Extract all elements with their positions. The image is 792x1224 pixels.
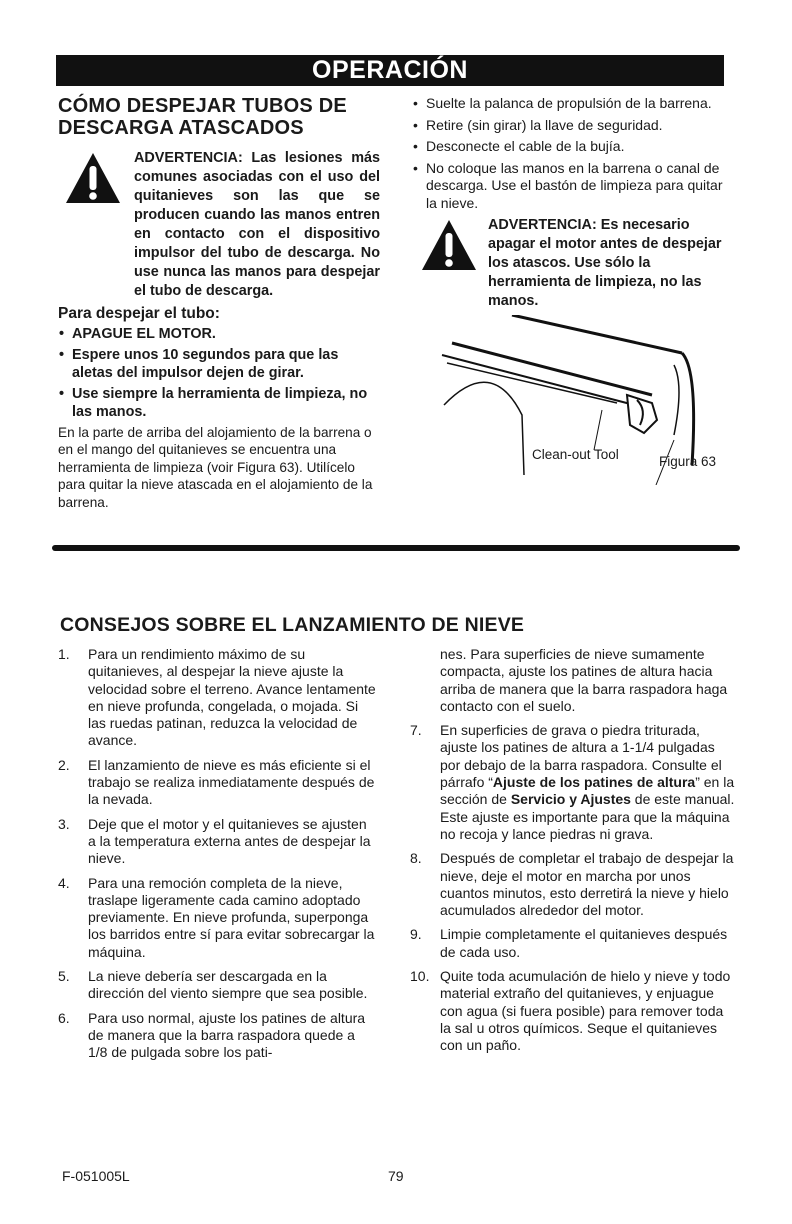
warning-triangle-icon	[64, 151, 122, 205]
right-column	[412, 95, 732, 485]
list-item: • Espere unos 10 segundos para que las aletas del impulsor dejen de girar.	[58, 346, 380, 383]
paragraph: En la parte de arriba del alojamiento de la barrena o en el mango del quitanieves se encuentra una herramienta de limpieza (voir Figura 63). Utilícelo para quitar la nieve atascada en el alojamiento de la barrena.	[58, 424, 373, 510]
text-run: de este manual. Este ajuste es importante para que la máquina no recoja y lance piedras ni grava.	[440, 791, 735, 842]
list-item	[58, 816, 376, 868]
tips-section-title: CONSEJOS SOBRE EL LANZAMIENTO DE NIEVE	[60, 614, 525, 636]
list-item	[410, 968, 735, 1054]
item-number: 10.	[410, 968, 430, 985]
list-item: • Suelte la palanca de propulsión de la barrena.	[412, 95, 732, 113]
list-item	[58, 757, 376, 809]
item-text	[440, 722, 734, 842]
list-item: • Desconecte el cable de la bujía.	[412, 138, 732, 156]
list-item	[58, 646, 376, 750]
section-title-line-2: DESCARGA ATASCADOS	[58, 117, 304, 139]
item-text: Para un rendimiento máximo de su quitanieves, al despejar la nieve ajuste la velocidad sobre el terreno. Avance lentamente en nieve profunda, congelada, o mojada. Si las ruedas patinan, reduzca la velocidad de avance.	[88, 646, 376, 749]
item-number: 3.	[58, 815, 70, 832]
figure-63	[412, 315, 732, 485]
tips-list-right	[410, 646, 735, 1062]
item-text: La nieve debería ser descargada en la dirección del viento siempre que sea posible.	[88, 968, 368, 1002]
figure-caption: Figura 63	[659, 454, 717, 469]
warning-text: ADVERTENCIA: Las lesiones más comunes asociadas con el uso del quitanieves son las que se producen cuando las manos entren en contacto con el dispositivo impulsor del tubo de descarga. No use nunca las manos para despejar el tubo de descarga.	[134, 150, 380, 299]
list-item: • Use siempre la herramienta de limpieza, no las manos.	[58, 385, 380, 422]
item-text: nes. Para superficies de nieve sumamente compacta, ajuste los patines de altura hacia arriba de manera que la barra raspadora haga contacto con el suelo.	[440, 646, 728, 714]
text-run: ” en la sección de	[440, 774, 735, 808]
bold-text: Ajuste de los patines de altura	[492, 774, 696, 791]
item-number: 7.	[410, 722, 422, 739]
section-header: OPERACIÓN	[56, 55, 724, 86]
item-number: 6.	[58, 1009, 70, 1026]
item-text: Después de completar el trabajo de despejar la nieve, deje el motor en marcha por unos cuantos minutos, esto derretirá la nieve y hielo acumulados alrededor del motor.	[440, 850, 734, 919]
list-item: • Retire (sin girar) la llave de seguridad.	[412, 117, 732, 135]
bold-text: Servicio y Ajustes	[510, 791, 631, 808]
list-item	[410, 722, 735, 843]
right-bullet-list	[412, 95, 732, 212]
list-item	[58, 875, 376, 961]
text-run: En superficies de grava o piedra triturada, ajuste los patines de altura a 1-1/4 pulgadas por debajo de la barra raspadora. Consulte el párrafo “	[440, 722, 722, 791]
item-number: 2.	[58, 756, 70, 773]
item-number: 9.	[410, 926, 422, 943]
list-item-continuation	[410, 646, 735, 715]
list-item	[410, 926, 735, 961]
item-text: El lanzamiento de nieve es más eficiente si el trabajo se realiza inmediatamente después de la nevada.	[88, 756, 375, 808]
subheading: Para despejar el tubo:	[58, 305, 220, 322]
warning-block	[58, 149, 380, 301]
item-text: Deje que el motor y el quitanieves se ajusten a la temperatura externa antes de despejar la nieve.	[88, 815, 371, 867]
warning-text-2: ADVERTENCIA: Es necesario apagar el motor antes de despejar los atascos. Use sólo la herramienta de limpieza, no las manos.	[488, 217, 722, 309]
item-text: Para uso normal, ajuste los patines de altura de manera que la barra raspadora quede a 1/8 de pulgada sobre los pati-	[88, 1009, 366, 1061]
horizontal-rule	[52, 545, 740, 551]
item-text: Quite toda acumulación de hielo y nieve y todo material extraño del quitanieves, y enjuague con agua (si fuera posible) para remover toda la sal u otros químicos. Seque el quitanieves con un paño.	[440, 968, 731, 1054]
clean-out-tool-label: Clean-out Tool	[532, 447, 619, 462]
list-item	[410, 850, 735, 919]
tips-list-left	[58, 646, 376, 1069]
list-item: • APAGUE EL MOTOR.	[58, 325, 380, 344]
item-number: 1.	[58, 646, 70, 662]
warning-block-2	[412, 216, 732, 311]
item-text: Limpie completamente el quitanieves después de cada uso.	[440, 926, 728, 960]
list-item	[58, 1010, 376, 1062]
item-number: 5.	[58, 968, 70, 985]
list-item: • No coloque las manos en la barrena o canal de descarga. Use el bastón de limpieza para quitar la nieve.	[412, 160, 732, 213]
footer-code: F-051005L	[62, 1168, 130, 1184]
steps-list	[58, 325, 380, 422]
list-item	[58, 968, 376, 1003]
section-title	[58, 95, 380, 139]
item-number: 8.	[410, 850, 422, 867]
left-column	[58, 95, 380, 511]
item-text: Para una remoción completa de la nieve, traslape ligeramente cada camino adoptado previamente. En nieve profunda, superponga los barridos entre sí para evitar sobrecargar la máquina.	[88, 874, 375, 960]
warning-triangle-icon	[420, 218, 478, 272]
section-title-line-1: CÓMO DESPEJAR TUBOS DE	[58, 95, 347, 117]
page-number: 79	[388, 1168, 404, 1184]
item-number: 4.	[58, 874, 70, 891]
